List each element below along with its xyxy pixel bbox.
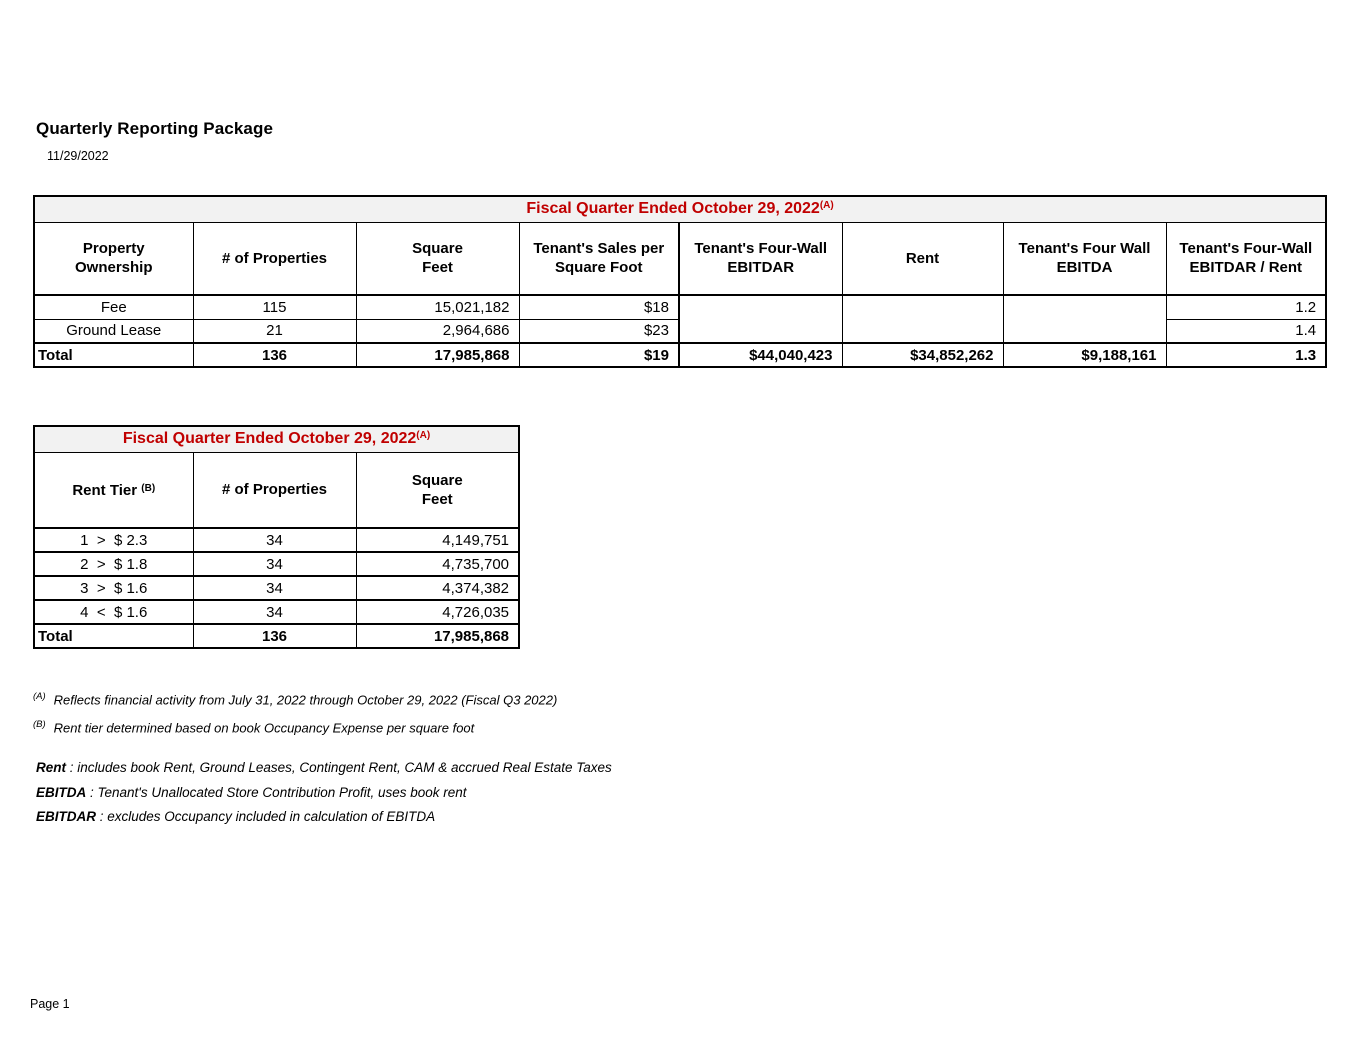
footnote-b-marker: (B): [33, 719, 46, 731]
col-header-four-wall-ebitda: Tenant's Four Wall EBITDA: [1003, 222, 1166, 295]
table-title-text: Fiscal Quarter Ended October 29, 2022: [122, 430, 417, 448]
col-header-square-feet: Square Feet: [356, 452, 519, 528]
table-row-tier-2: [34, 552, 519, 576]
rent-tier-cell: 1 > $ 2.3: [34, 528, 193, 552]
ratio-cell: 1.4: [1166, 319, 1326, 343]
total-label: Total: [34, 343, 193, 367]
definition-text: : Tenant's Unallocated Store Contribution Profit, uses book rent: [86, 784, 467, 800]
rent-tier-cell: 4 < $ 1.6: [34, 600, 193, 624]
total-square-feet: 17,985,868: [356, 343, 519, 367]
total-ebitdar: $44,040,423: [679, 343, 842, 367]
ownership-table-title-row: [34, 196, 1326, 222]
definition-text: : includes book Rent, Ground Leases, Contingent Rent, CAM & accrued Real Estate Taxes: [66, 760, 612, 775]
num-properties-cell: 21: [193, 319, 356, 343]
ratio-cell: 1.2: [1166, 295, 1326, 319]
definition-text: : excludes Occupancy included in calculation of EBITDA: [96, 809, 436, 824]
table-row-tier-3: [34, 576, 519, 600]
ownership-cell: Fee: [34, 295, 193, 319]
definition-ebitdar: [36, 805, 612, 830]
table-row-total: [34, 343, 1326, 367]
definition-term: EBITDA: [36, 784, 87, 800]
square-feet-cell: 2,964,686: [356, 319, 519, 343]
col-header-ebitdar-rent-ratio: Tenant's Four-Wall EBITDAR / Rent: [1166, 222, 1326, 295]
footnotes: [33, 684, 557, 741]
page-number: Page 1: [30, 997, 70, 1011]
rent-tier-table-title: [34, 426, 519, 452]
footnote-a-marker: (A): [416, 430, 431, 442]
ownership-table: [33, 195, 1327, 368]
ownership-table-header-row: [34, 222, 1326, 295]
definition-term: Rent: [36, 760, 66, 775]
table-title-text: Fiscal Quarter Ended October 29, 2022: [526, 200, 820, 218]
footnote-a: [33, 684, 557, 712]
ebitdar-empty-cell: [679, 295, 842, 343]
square-feet-cell: 4,374,382: [356, 576, 519, 600]
definition-rent: [36, 756, 612, 781]
footnote-b-marker: (B): [141, 483, 156, 495]
sales-per-sqft-cell: $23: [519, 319, 679, 343]
col-header-sales-per-sqft: Tenant's Sales per Square Foot: [519, 222, 679, 295]
square-feet-cell: 15,021,182: [356, 295, 519, 319]
square-feet-cell: 4,149,751: [356, 528, 519, 552]
report-date: 11/29/2022: [47, 149, 109, 163]
num-properties-cell: 34: [193, 528, 356, 552]
total-rent: $34,852,262: [842, 343, 1003, 367]
col-header-four-wall-ebitdar: Tenant's Four-Wall EBITDAR: [679, 222, 842, 295]
footnote-b-text: Rent tier determined based on book Occupancy Expense per square foot: [53, 720, 475, 736]
num-properties-cell: 115: [193, 295, 356, 319]
rent-tier-table-title-row: [34, 426, 519, 452]
col-header-property-ownership: Property Ownership: [34, 222, 193, 295]
table-row-tier-1: [34, 528, 519, 552]
total-ratio: 1.3: [1166, 343, 1326, 367]
square-feet-cell: 4,735,700: [356, 552, 519, 576]
col-header-rent: Rent: [842, 222, 1003, 295]
col-header-num-properties: # of Properties: [193, 452, 356, 528]
rent-tier-table-header-row: [34, 452, 519, 528]
num-properties-cell: 34: [193, 600, 356, 624]
ownership-cell: Ground Lease: [34, 319, 193, 343]
rent-tier-cell: 3 > $ 1.6: [34, 576, 193, 600]
ebitda-empty-cell: [1003, 295, 1166, 343]
square-feet-cell: 4,726,035: [356, 600, 519, 624]
ownership-table-title: [34, 196, 1326, 222]
col-header-num-properties: # of Properties: [193, 222, 356, 295]
table-row-tier-4: [34, 600, 519, 624]
footnote-a-marker: (A): [33, 691, 46, 702]
total-num-properties: 136: [193, 624, 356, 648]
total-label: Total: [34, 624, 193, 648]
page-title: Quarterly Reporting Package: [36, 119, 273, 138]
table-row-total: [34, 624, 519, 648]
table-row-fee: [34, 295, 1326, 319]
col-header-rent-tier: Rent Tier $^{(B)}$: [34, 452, 193, 528]
total-num-properties: 136: [193, 343, 356, 367]
definition-ebitda: [36, 781, 612, 806]
definitions: [36, 756, 612, 830]
num-properties-cell: 34: [193, 576, 356, 600]
footnote-a-text: Reflects financial activity from July 31, 2022 through October 29, 2022 (Fiscal Q3 2022): [53, 692, 558, 708]
rent-empty-cell: [842, 295, 1003, 343]
total-sales-per-sqft: $19: [519, 343, 679, 367]
footnote-a-marker: (A): [819, 200, 834, 212]
rent-tier-cell: 2 > $ 1.8: [34, 552, 193, 576]
col-header-square-feet: Square Feet: [356, 222, 519, 295]
sales-per-sqft-cell: $18: [519, 295, 679, 319]
rent-tier-table: [33, 425, 520, 649]
num-properties-cell: 34: [193, 552, 356, 576]
footnote-b: [33, 712, 557, 740]
definition-term: EBITDAR: [36, 809, 96, 824]
total-ebitda: $9,188,161: [1003, 343, 1166, 367]
total-square-feet: 17,985,868: [356, 624, 519, 648]
